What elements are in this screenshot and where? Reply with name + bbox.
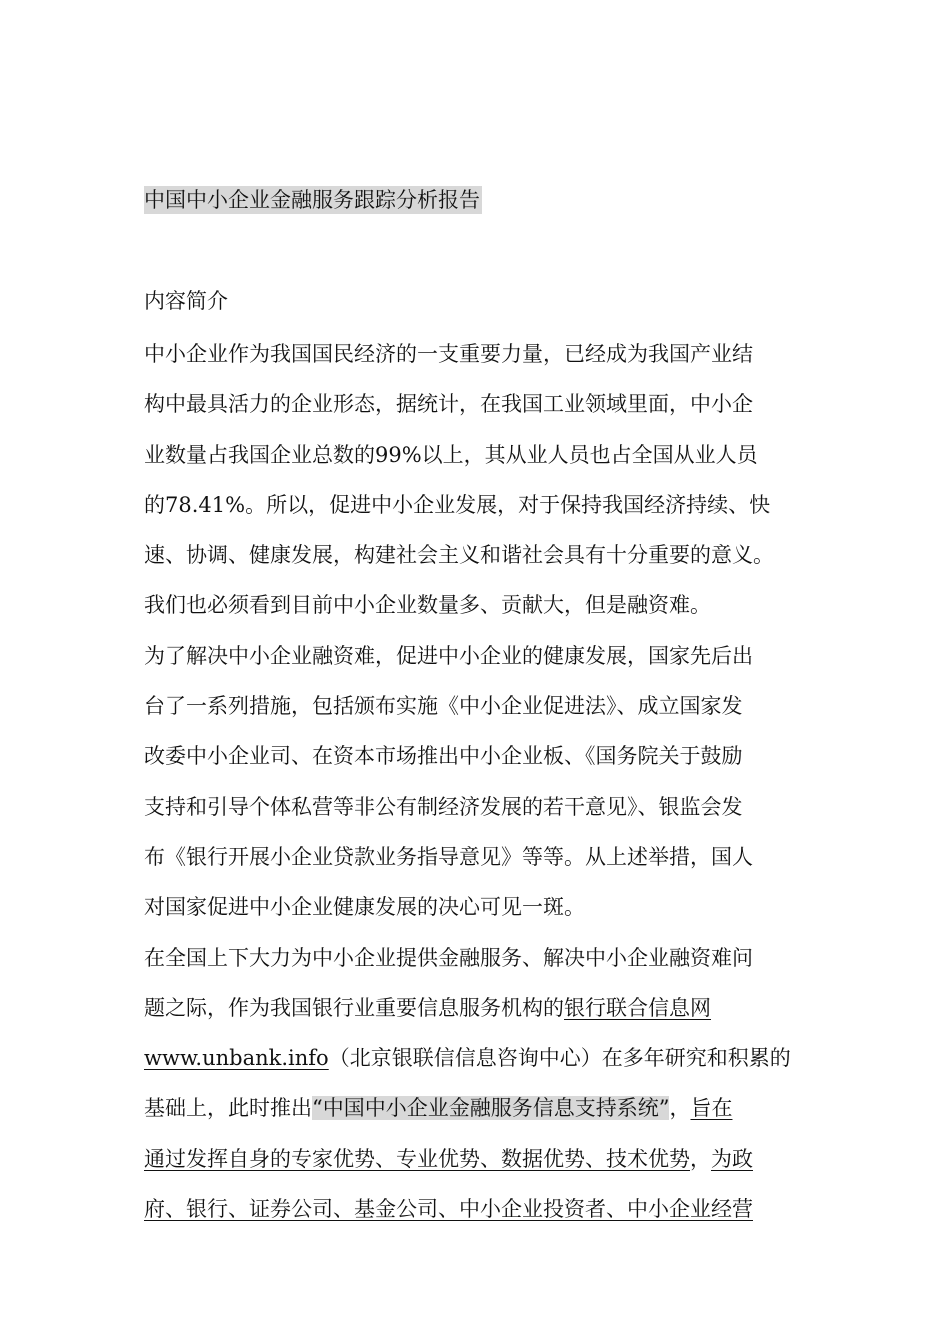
unbank-name-link[interactable]: 银行联合信息网 — [564, 995, 711, 1020]
body-line: 速、协调、健康发展，构建社会主义和谐社会具有十分重要的意义。 — [144, 543, 774, 568]
underlined-text: 为政 — [711, 1146, 753, 1171]
document-title: 中国中小企业金融服务跟踪分析报告 — [144, 188, 480, 212]
body-line — [144, 990, 824, 1040]
body-line: 为了解决中小企业融资难，促进中小企业的健康发展，国家先后出 — [144, 643, 753, 668]
underlined-text: 旨在 — [690, 1096, 733, 1121]
body-line: 我们也必须看到目前中小企业数量多、贡献大，但是融资难。 — [144, 593, 711, 618]
underlined-text: 通过发挥自身的专家优势、专业优势、数据优势、技术优势 — [144, 1146, 690, 1171]
body-line: 业数量占我国企业总数的99%以上，其从业人员也占全国从业人员 — [144, 442, 758, 467]
body-line — [144, 1090, 824, 1140]
body-line: 中小企业作为我国国民经济的一支重要力量，已经成为我国产业结 — [144, 342, 753, 366]
body-text: ， — [690, 1146, 711, 1171]
body-line: 的78.41%。所以，促进中小企业发展，对于保持我国经济持续、快 — [144, 492, 771, 517]
section-heading-intro: 内容简介 — [144, 289, 228, 313]
highlighted-system-name: “中国中小企业金融服务信息支持系统” — [312, 1096, 670, 1121]
body-line: 台了一系列措施，包括颁布实施《中小企业促进法》、成立国家发 — [144, 694, 743, 719]
body-line — [144, 1191, 824, 1241]
underlined-text: 府、银行、证券公司、基金公司、中小企业投资者、中小企业经营 — [144, 1197, 753, 1222]
body-text: （北京银联信信息咨询中心）在多年研究和积累的 — [328, 1046, 791, 1071]
body-line: 构中最具活力的企业形态，据统计，在我国工业领域里面，中小企 — [144, 392, 753, 417]
body-text: 题之际，作为我国银行业重要信息服务机构的 — [144, 995, 564, 1020]
body-line: 对国家促进中小企业健康发展的决心可见一斑。 — [144, 895, 585, 920]
body-line: 改委中小企业司、在资本市场推出中小企业板、《国务院关于鼓励 — [144, 744, 743, 769]
body-line: 支持和引导个体私营等非公有制经济发展的若干意见》、银监会发 — [144, 794, 743, 819]
body-line: 布《银行开展小企业贷款业务指导意见》等等。从上述举措，国人 — [144, 844, 753, 869]
body-text: ， — [669, 1096, 691, 1121]
body-text: 基础上，此时推出 — [144, 1096, 312, 1121]
unbank-url-link[interactable]: www.unbank.info — [144, 1046, 329, 1071]
body-line — [144, 1141, 824, 1191]
body-line: 在全国上下大力为中小企业提供金融服务、解决中小企业融资难问 — [144, 945, 753, 970]
document-body — [144, 336, 824, 1241]
body-line — [144, 1040, 824, 1090]
